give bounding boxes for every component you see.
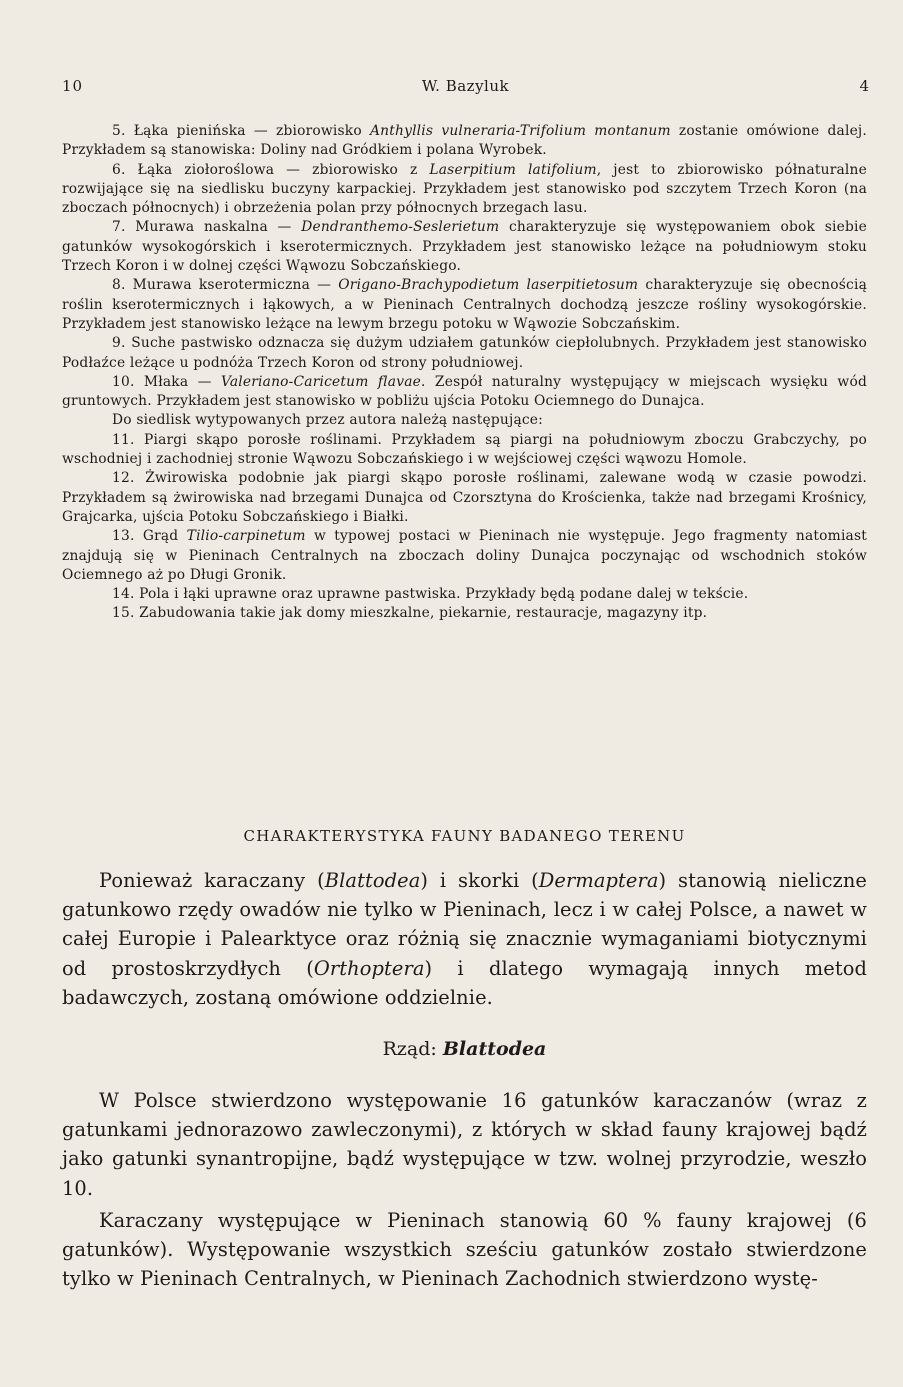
text-run: Do siedlisk wytypowanych przez autora należą następujące: <box>112 412 544 429</box>
list-item <box>62 604 867 623</box>
text-run: w typowej postaci w Pieninach nie występuje. Jego fragmenty natomiast znajdują się w Pieninach Centralnych na zboczach doliny Dunajca poczynając od wschodnich stoków Ociemnego aż po Długi Gronik. <box>62 528 868 583</box>
paragraph: W Polsce stwierdzono występowanie 16 gatunków karaczanów (wraz z gatunkami jednorazowo zawleczonymi), z których w skład fauny krajowej bądź jako gatunki synantropijne, bądź występujące w tzw. wolnej przyrodzie, weszło 10. <box>62 1089 867 1200</box>
text-run: charakteryzuje się obecnością roślin kserotermicznych i łąkowych, a w Pieninach Centralnych dochodzą jeszcze rośliny wysokogórskie. Przykładem jest stanowisko leżące na lewym brzegu potoku w Wąwozie Sobczańskim. <box>62 277 867 332</box>
list-item <box>62 161 867 219</box>
body-text <box>62 1086 867 1293</box>
list-item <box>62 585 867 604</box>
latin-name: Origano-Brachypodietum laserpitietosum <box>338 277 639 294</box>
paragraph: Karaczany występujące w Pieninach stanowią 60 % fauny krajowej (6 gatunków). Występowanie wszystkich sześciu gatunków zostało stwierdzone tylko w Pieninach Centralnych, w Pieninach Zachodnich stwierdzono wystę- <box>62 1208 867 1291</box>
paragraph <box>62 866 867 1012</box>
intro-paragraph <box>62 866 867 1012</box>
latin-name: Orthoptera <box>313 956 425 980</box>
latin-name: Dendranthemo-Seslerietum <box>301 219 500 236</box>
text-run: . Zespół naturalny występujący w miejscach wysięku wód gruntowych. Przykładem jest stanowisko w pobliżu ujścia Potoku Ociemnego do Dunajca. <box>62 373 867 410</box>
order-name: Blattodea <box>442 1038 547 1060</box>
text-run: charakteryzuje się występowaniem obok siebie gatunków wysokogórskich i kserotermicznych. Przykładem jest stanowisko leżące na południowym stoku Trzech Koron i w dolnej części Wąwozu Sobczańskiego. <box>62 219 867 275</box>
section-title: CHARAKTERYSTYKA FAUNY BADANEGO TERENU <box>243 827 686 845</box>
text-run: ) i skorki ( <box>420 869 539 892</box>
habitat-list <box>62 122 867 624</box>
text-run: 6. Łąka ziołoroślowa — zbiorowisko z <box>112 161 430 178</box>
text-run: Ponieważ karaczany ( <box>99 869 325 892</box>
text-run: 12. Żwirowiska podobnie jak piargi skąpo porosłe roślinami, zalewane wodą w czasie powodzi. Przykładem są żwirowiska nad brzegami Dunajca od Czorsztyna do Krościenka, także nad brzegami Krośnicy, Grajcarka, ujścia Potoku Sobczańskiego i Białki. <box>62 470 867 525</box>
text-run: 10. Młaka — <box>112 373 221 390</box>
text-run: , jest to zbiorowisko półnaturalne rozwijające się na siedlisku buczyny karpackiej. Przykładem jest stanowisko pod szczytem Trzech Koron (na zboczach północnych) i obrzeżenia polan przy północnych brzegach lasu. <box>62 161 867 217</box>
list-item <box>62 334 867 373</box>
text-run: 15. Zabudowania takie jak domy mieszkalne, piekarnie, restauracje, magazyny itp. <box>112 605 708 622</box>
list-item <box>62 527 867 585</box>
text-run: 14. Pola i łąki uprawne oraz uprawne pastwiska. Przykłady będą podane dalej w tekście. <box>112 586 749 603</box>
order-label: Rząd: <box>382 1038 437 1060</box>
text-run: 13. Grąd <box>112 528 187 545</box>
text-run: ) i dlatego wymagają innych metod badawczych, zostaną omówione oddzielnie. <box>62 956 867 1009</box>
order-heading <box>62 1038 867 1060</box>
latin-name: Anthyllis vulneraria-Trifolium montanum <box>370 123 671 139</box>
list-item <box>62 431 867 470</box>
page-number: 10 <box>62 77 84 95</box>
text-run: 11. Piargi skąpo porosłe roślinami. Przykładem są piargi na południowym zboczu Grabczychy, po wschodniej i zachodniej stronie Wąwozu Sobczańskiego i w wejściowej części wąwozu Homole. <box>62 431 867 468</box>
list-item <box>62 469 867 527</box>
list-item <box>62 373 867 412</box>
text-run: 7. Murawa naskalna — <box>112 219 302 236</box>
text-run: 5. Łąka pienińska — zbiorowisko <box>112 123 370 139</box>
text-run: 8. Murawa kserotermiczna — <box>112 277 339 294</box>
latin-name: Laserpitium latifolium <box>429 161 597 178</box>
list-intro <box>62 411 867 430</box>
list-item <box>62 122 867 161</box>
list-item <box>62 276 867 334</box>
latin-name: Dermaptera <box>538 869 659 892</box>
part-number: 4 <box>859 77 869 95</box>
text-run: zostanie omówione dalej. Przykładem są stanowiska: Doliny nad Gródkiem i polana Wyrobek. <box>62 123 868 159</box>
page-header <box>62 77 869 99</box>
running-head: W. Bazyluk <box>421 77 510 95</box>
latin-name: Tilio-carpinetum <box>186 528 306 545</box>
text-run: 9. Suche pastwisko odznacza się dużym udziałem gatunków ciepłolubnych. Przykładem jest stanowisko Podłaźce leżące u podnóża Trzech Koron od strony południowej. <box>62 335 867 371</box>
text-run: ) stanowią nieliczne gatunkowo rzędy owadów nie tylko w Pieninach, lecz i w całej Polsce, a nawet w całej Europie i Palearktyce oraz różnią się znacznie wymaganiami biotycznymi od prostoskrzydłych ( <box>62 869 868 980</box>
latin-name: Blattodea <box>324 869 421 892</box>
list-item <box>62 218 867 276</box>
latin-name: Valeriano-Caricetum flavae <box>220 373 421 390</box>
